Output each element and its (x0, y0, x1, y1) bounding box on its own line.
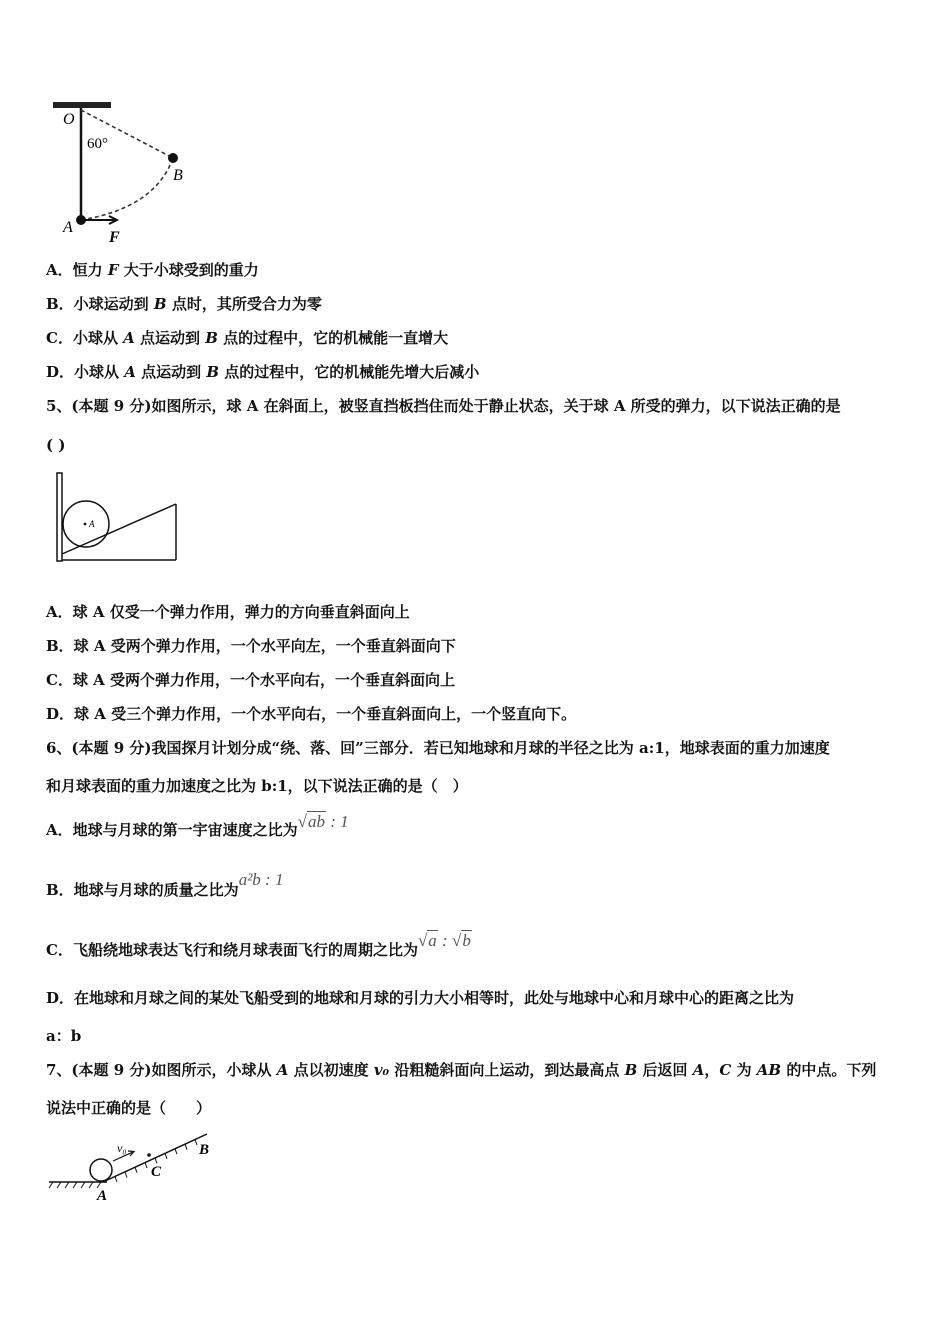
math-a2b: a²b : 1 (238, 870, 284, 889)
label-A: A (97, 1188, 108, 1204)
q5-option-b[interactable]: B．球 A 受两个弹力作用，一个水平向左，一个垂直斜面向下 (46, 637, 456, 655)
q6-option-c[interactable]: C．飞船绕地球表达飞行和绕月球表面飞行的周期之比为√a : √b (46, 931, 471, 959)
q6-stem-line2: 和月球表面的重力加速度之比为 b:1，以下说法正确的是（ ） (46, 777, 468, 795)
q6-stem-line1: 6、(本题 9 分)我国探月计划分成“绕、落、回”三部分．若已知地球和月球的半径之比为 a:1，地球表面的重力加速度 (46, 739, 830, 757)
label-B: B (199, 1142, 210, 1158)
label-O: O (63, 111, 75, 128)
q6-option-a[interactable]: A．地球与月球的第一宇宙速度之比为√ab : 1 (46, 812, 349, 839)
label-B: B (173, 167, 183, 184)
label-A: A (63, 219, 73, 236)
label-v0: v₀ (117, 1141, 127, 1155)
math-sqrt-a-sqrt-b: √a : √b (417, 931, 471, 950)
q6-option-d-cont: a：b (46, 1027, 82, 1045)
label-ball-A: A (89, 519, 95, 529)
label-F: F (109, 229, 120, 246)
q4-option-a[interactable]: A．恒力 F 大于小球受到的重力 (46, 261, 259, 279)
q5-option-d[interactable]: D．球 A 受三个弹力作用，一个水平向右，一个垂直斜面向上，一个竖直向下。 (46, 705, 577, 723)
q5-option-c[interactable]: C．球 A 受两个弹力作用，一个水平向右，一个垂直斜面向上 (46, 671, 456, 689)
q6-option-d[interactable]: D．在地球和月球之间的某处飞船受到的地球和月球的引力大小相等时，此处与地球中心和月球中心的距离之比为 (46, 989, 795, 1007)
q4-option-c[interactable]: C．小球从 A 点运动到 B 点的过程中，它的机械能一直增大 (46, 329, 449, 347)
q6-option-b[interactable]: B．地球与月球的质量之比为a²b : 1 (46, 870, 284, 899)
q5-paren: ( ) (46, 436, 66, 454)
q7-stem-line1: 7、(本题 9 分)如图所示，小球从 A 点以初速度 v₀ 沿粗糙斜面向上运动，到达最高点 B 后返回 A，C 为 AB 的中点。下列 (46, 1061, 877, 1079)
q4-option-b[interactable]: B．小球运动到 B 点时，其所受合力为零 (46, 295, 322, 313)
label-angle: 60° (87, 136, 108, 152)
label-C: C (151, 1164, 162, 1180)
q4-option-d[interactable]: D．小球从 A 点运动到 B 点的过程中，它的机械能先增大后减小 (46, 363, 480, 381)
q5-stem: 5、(本题 9 分)如图所示，球 A 在斜面上，被竖直挡板挡住而处于静止状态，关于球 A 所受的弹力，以下说法正确的是 (46, 397, 841, 415)
q5-option-a[interactable]: A．球 A 仅受一个弹力作用，弹力的方向垂直斜面向上 (46, 603, 410, 621)
pendulum-figure (45, 98, 205, 248)
math-sqrt-ab: √ab : 1 (297, 812, 349, 831)
ball-on-incline-figure (52, 468, 182, 568)
q7-stem-line2: 说法中正确的是（ ） (46, 1099, 212, 1117)
incline-motion-figure (45, 1130, 220, 1205)
